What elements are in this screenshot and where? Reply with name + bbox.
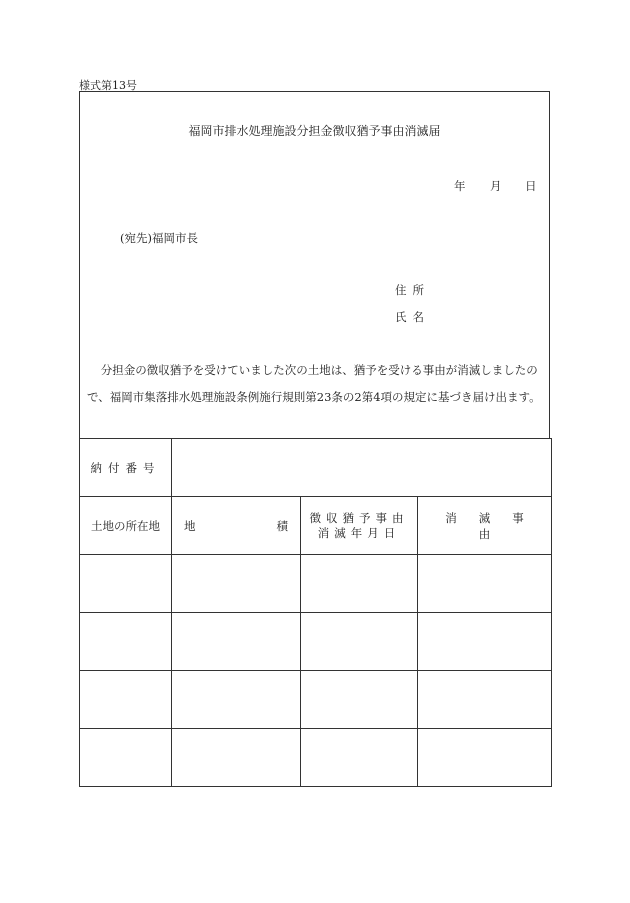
cell-date[interactable] — [301, 555, 418, 613]
header-area — [172, 497, 301, 555]
header-date-line2: 消滅年月日 — [317, 525, 401, 540]
cell-date[interactable] — [301, 613, 418, 671]
cell-reason[interactable] — [418, 555, 552, 613]
date-year-label: 年 — [454, 179, 466, 193]
cell-area[interactable] — [172, 729, 301, 787]
header-reason-char: 事 — [512, 510, 524, 525]
cell-location[interactable] — [80, 555, 172, 613]
form-number: 様式第13号 — [79, 79, 137, 92]
table-row — [80, 729, 552, 787]
cell-location[interactable] — [80, 729, 172, 787]
header-row — [80, 497, 552, 555]
header-reason-char: 滅 — [478, 510, 491, 525]
table-row — [80, 613, 552, 671]
header-reason — [418, 497, 552, 555]
payment-number-row — [80, 439, 552, 497]
table-row — [80, 555, 552, 613]
form-header-frame — [79, 91, 550, 439]
header-area-left: 地 — [184, 518, 196, 533]
header-date — [301, 497, 418, 555]
payment-number-label: 納付番号 — [80, 439, 172, 497]
header-date-line1: 徴収猶予事由 — [309, 510, 409, 525]
cell-area[interactable] — [172, 671, 301, 729]
cell-date[interactable] — [301, 729, 418, 787]
cell-area[interactable] — [172, 555, 301, 613]
cell-reason[interactable] — [418, 729, 552, 787]
declaration-text: 分担金の徴収猶予を受けていました次の土地は、猶予を受ける事由が消滅しましたので、福岡市集落排水処理施設条例施行規則第23条の2第4項の規定に基づき届け出ます。 — [87, 363, 541, 404]
cell-reason[interactable] — [418, 671, 552, 729]
table-row — [80, 671, 552, 729]
header-reason-char: 消 — [445, 510, 457, 525]
land-table — [79, 438, 552, 787]
header-location: 土地の所在地 — [80, 497, 172, 555]
form-title: 福岡市排水処理施設分担金徴収猶予事由消滅届 — [188, 124, 441, 138]
header-area-right: 積 — [276, 518, 288, 533]
payment-number-field[interactable] — [172, 439, 552, 497]
name-label: 氏名 — [395, 310, 430, 324]
cell-location[interactable] — [80, 671, 172, 729]
cell-date[interactable] — [301, 671, 418, 729]
addressee: (宛先)福岡市長 — [120, 231, 198, 245]
cell-location[interactable] — [80, 613, 172, 671]
date-month-label: 月 — [490, 179, 502, 193]
header-reason-char: 由 — [478, 526, 491, 541]
address-label: 住所 — [395, 283, 430, 297]
cell-area[interactable] — [172, 613, 301, 671]
cell-reason[interactable] — [418, 613, 552, 671]
date-day-label: 日 — [525, 179, 537, 193]
